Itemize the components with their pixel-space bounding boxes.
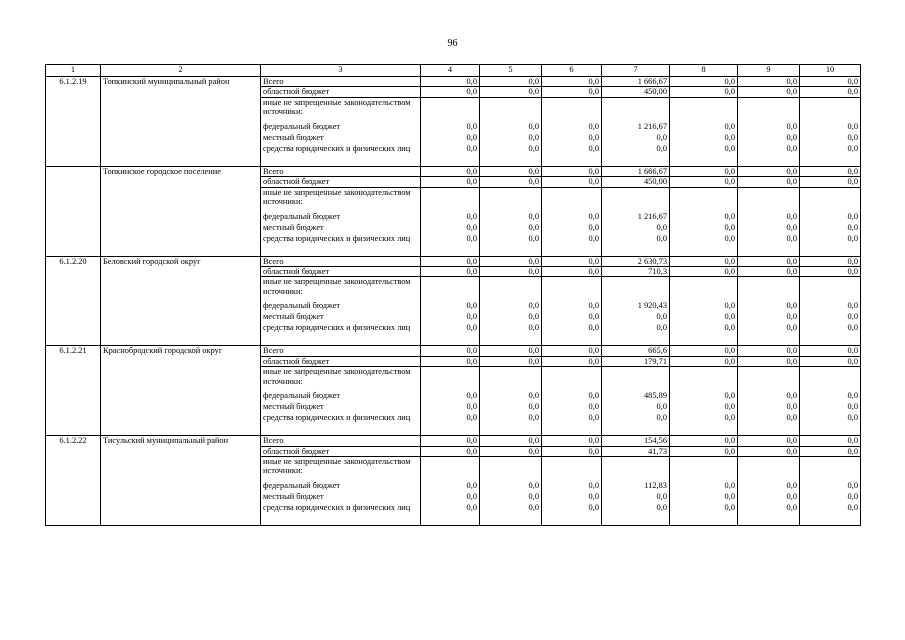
source-total-label: Всего <box>261 256 421 266</box>
value-local: 0,0 <box>528 492 539 502</box>
column-header: 5 <box>480 65 542 77</box>
value-local: 0,0 <box>588 402 599 412</box>
value-cell: 0,0 <box>421 166 480 176</box>
value-block <box>542 457 602 526</box>
value-federal: 0,0 <box>466 391 477 401</box>
value-block <box>480 97 542 166</box>
source-other-header: иные не запрещенные законодательством источники: <box>263 187 411 207</box>
value-block <box>800 457 861 526</box>
value-legal: 0,0 <box>786 503 797 513</box>
value-federal: 0,0 <box>528 301 539 311</box>
value-local: 0,0 <box>588 492 599 502</box>
value-cell: 0,0 <box>670 87 738 97</box>
value-cell: 0,0 <box>542 346 602 356</box>
source-regional-label: областной бюджет <box>261 356 421 366</box>
value-block <box>738 367 800 436</box>
value-legal: 0,0 <box>656 323 667 333</box>
value-local: 0,0 <box>528 312 539 322</box>
value-local: 0,0 <box>724 492 735 502</box>
value-cell: 0,0 <box>670 267 738 277</box>
value-cell: 710,3 <box>602 267 670 277</box>
value-federal: 0,0 <box>588 391 599 401</box>
value-cell: 0,0 <box>670 346 738 356</box>
value-cell: 0,0 <box>542 436 602 446</box>
source-local-label: местный бюджет <box>263 132 324 142</box>
value-local: 0,0 <box>847 132 858 142</box>
value-local: 0,0 <box>786 492 797 502</box>
value-local: 0,0 <box>528 132 539 142</box>
value-legal: 0,0 <box>466 323 477 333</box>
value-cell: 1 666,67 <box>602 77 670 87</box>
value-block <box>670 277 738 346</box>
table-row <box>46 166 861 176</box>
column-header: 10 <box>800 65 861 77</box>
value-legal: 0,0 <box>466 413 477 423</box>
value-legal: 0,0 <box>588 413 599 423</box>
value-cell: 0,0 <box>542 77 602 87</box>
value-local: 0,0 <box>724 132 735 142</box>
source-other-header: иные не запрещенные законодательством источники: <box>263 97 411 117</box>
table-row <box>46 346 861 356</box>
value-cell: 2 630,73 <box>602 256 670 266</box>
value-legal: 0,0 <box>528 233 539 243</box>
entry-name: Топкинское городское поселение <box>101 166 261 256</box>
value-cell: 0,0 <box>800 256 861 266</box>
value-block <box>800 277 861 346</box>
table-row <box>46 436 861 446</box>
source-local-label: местный бюджет <box>263 402 324 412</box>
value-legal: 0,0 <box>847 503 858 513</box>
value-cell: 0,0 <box>670 177 738 187</box>
value-cell: 0,0 <box>542 87 602 97</box>
value-block <box>602 187 670 256</box>
value-federal: 0,0 <box>847 481 858 491</box>
source-total-label: Всего <box>261 77 421 87</box>
column-header: 8 <box>670 65 738 77</box>
value-federal: 0,0 <box>588 211 599 221</box>
value-federal: 0,0 <box>724 211 735 221</box>
source-federal-label: федеральный бюджет <box>263 481 341 491</box>
source-regional-label: областной бюджет <box>261 267 421 277</box>
source-federal-label: федеральный бюджет <box>263 121 341 131</box>
value-local: 0,0 <box>656 132 667 142</box>
source-other-block <box>261 97 421 166</box>
value-federal: 1 216,67 <box>637 211 667 221</box>
value-federal: 0,0 <box>528 391 539 401</box>
source-total-label: Всего <box>261 436 421 446</box>
value-legal: 0,0 <box>528 503 539 513</box>
value-cell: 0,0 <box>738 166 800 176</box>
value-cell: 0,0 <box>738 256 800 266</box>
source-other-header: иные не запрещенные законодательством источники: <box>263 457 411 476</box>
value-cell: 0,0 <box>670 166 738 176</box>
value-local: 0,0 <box>724 222 735 232</box>
value-legal: 0,0 <box>847 233 858 243</box>
value-federal: 0,0 <box>466 481 477 491</box>
source-other-block <box>261 277 421 346</box>
value-cell: 0,0 <box>480 436 542 446</box>
value-cell: 0,0 <box>480 87 542 97</box>
value-cell: 0,0 <box>421 177 480 187</box>
value-federal: 0,0 <box>847 211 858 221</box>
value-cell: 0,0 <box>800 436 861 446</box>
value-cell: 1 666,67 <box>602 166 670 176</box>
value-block <box>542 97 602 166</box>
value-cell: 0,0 <box>738 446 800 456</box>
value-cell: 0,0 <box>480 446 542 456</box>
value-cell: 0,0 <box>670 436 738 446</box>
value-legal: 0,0 <box>786 413 797 423</box>
value-cell: 0,0 <box>421 267 480 277</box>
value-cell: 0,0 <box>800 346 861 356</box>
value-federal: 0,0 <box>466 121 477 131</box>
value-legal: 0,0 <box>656 233 667 243</box>
value-federal: 0,0 <box>588 301 599 311</box>
value-block <box>542 277 602 346</box>
value-block <box>800 97 861 166</box>
source-other-block <box>261 457 421 526</box>
value-local: 0,0 <box>466 402 477 412</box>
value-cell: 0,0 <box>480 177 542 187</box>
source-legal-label: средства юридических и физических лиц <box>263 413 411 423</box>
value-legal: 0,0 <box>656 143 667 153</box>
value-block <box>602 97 670 166</box>
value-federal: 0,0 <box>466 301 477 311</box>
source-total-label: Всего <box>261 346 421 356</box>
source-legal-label: средства юридических и физических лиц <box>263 233 411 243</box>
value-local: 0,0 <box>786 312 797 322</box>
value-local: 0,0 <box>466 492 477 502</box>
value-local: 0,0 <box>656 402 667 412</box>
column-header: 3 <box>261 65 421 77</box>
value-cell: 450,00 <box>602 177 670 187</box>
source-other-header: иные не запрещенные законодательством источники: <box>263 367 411 386</box>
entry-name: Топкинский муниципальный район <box>101 77 261 167</box>
value-cell: 0,0 <box>421 356 480 366</box>
value-legal: 0,0 <box>786 233 797 243</box>
value-federal: 0,0 <box>724 301 735 311</box>
entry-code: 6.1.2.22 <box>46 436 101 526</box>
entry-name: Тисульский муниципальный район <box>101 436 261 526</box>
value-legal: 0,0 <box>724 413 735 423</box>
source-regional-label: областной бюджет <box>261 177 421 187</box>
value-local: 0,0 <box>588 132 599 142</box>
value-federal: 0,0 <box>724 481 735 491</box>
value-cell: 41,73 <box>602 446 670 456</box>
value-local: 0,0 <box>656 222 667 232</box>
entry-code <box>46 166 101 256</box>
value-cell: 0,0 <box>421 346 480 356</box>
value-local: 0,0 <box>466 222 477 232</box>
entry-name: Беловский городской округ <box>101 256 261 346</box>
value-block <box>738 277 800 346</box>
value-block <box>670 187 738 256</box>
value-block <box>738 97 800 166</box>
column-header: 7 <box>602 65 670 77</box>
value-legal: 0,0 <box>847 413 858 423</box>
value-federal: 0,0 <box>588 121 599 131</box>
value-legal: 0,0 <box>847 143 858 153</box>
value-cell: 0,0 <box>421 87 480 97</box>
value-block <box>480 187 542 256</box>
value-federal: 0,0 <box>847 391 858 401</box>
value-cell: 0,0 <box>480 356 542 366</box>
value-legal: 0,0 <box>656 503 667 513</box>
value-cell: 0,0 <box>480 166 542 176</box>
source-local-label: местный бюджет <box>263 222 324 232</box>
value-cell: 0,0 <box>738 267 800 277</box>
value-federal: 0,0 <box>528 121 539 131</box>
value-legal: 0,0 <box>786 143 797 153</box>
value-federal: 0,0 <box>724 391 735 401</box>
value-local: 0,0 <box>528 402 539 412</box>
value-block <box>670 367 738 436</box>
value-cell: 0,0 <box>800 166 861 176</box>
value-legal: 0,0 <box>588 323 599 333</box>
source-total-label: Всего <box>261 166 421 176</box>
value-local: 0,0 <box>786 402 797 412</box>
value-cell: 0,0 <box>738 177 800 187</box>
value-legal: 0,0 <box>656 413 667 423</box>
value-block <box>480 457 542 526</box>
source-local-label: местный бюджет <box>263 312 324 322</box>
value-cell: 0,0 <box>421 256 480 266</box>
value-cell: 0,0 <box>738 87 800 97</box>
value-block <box>602 277 670 346</box>
value-block <box>421 187 480 256</box>
value-cell: 0,0 <box>542 166 602 176</box>
value-federal: 1 216,67 <box>637 121 667 131</box>
value-legal: 0,0 <box>528 143 539 153</box>
value-cell: 0,0 <box>480 77 542 87</box>
value-cell: 0,0 <box>480 346 542 356</box>
source-other-header: иные не запрещенные законодательством источники: <box>263 277 411 296</box>
value-cell: 0,0 <box>800 87 861 97</box>
value-federal: 0,0 <box>466 211 477 221</box>
value-cell: 0,0 <box>670 256 738 266</box>
value-cell: 0,0 <box>800 356 861 366</box>
value-block <box>421 367 480 436</box>
value-federal: 0,0 <box>786 391 797 401</box>
entry-name: Краснобродский городской округ <box>101 346 261 436</box>
table-row <box>46 256 861 266</box>
value-block <box>421 97 480 166</box>
value-cell: 0,0 <box>670 446 738 456</box>
value-block <box>800 367 861 436</box>
budget-table <box>45 64 861 526</box>
entry-code: 6.1.2.19 <box>46 77 101 167</box>
source-federal-label: федеральный бюджет <box>263 391 341 401</box>
source-other-block <box>261 367 421 436</box>
value-federal: 485,89 <box>643 391 667 401</box>
value-legal: 0,0 <box>588 143 599 153</box>
value-cell: 0,0 <box>800 77 861 87</box>
value-cell: 0,0 <box>542 256 602 266</box>
value-local: 0,0 <box>847 492 858 502</box>
value-cell: 0,0 <box>800 177 861 187</box>
value-cell: 0,0 <box>670 356 738 366</box>
value-cell: 0,0 <box>480 256 542 266</box>
value-legal: 0,0 <box>528 323 539 333</box>
value-block <box>542 187 602 256</box>
column-header: 2 <box>101 65 261 77</box>
value-cell: 0,0 <box>542 356 602 366</box>
value-local: 0,0 <box>656 492 667 502</box>
value-local: 0,0 <box>528 222 539 232</box>
value-block <box>670 457 738 526</box>
value-legal: 0,0 <box>466 143 477 153</box>
value-cell: 0,0 <box>480 267 542 277</box>
source-federal-label: федеральный бюджет <box>263 301 341 311</box>
table-row <box>46 77 861 87</box>
page-number: 96 <box>447 38 458 49</box>
value-block <box>421 457 480 526</box>
value-federal: 0,0 <box>588 481 599 491</box>
value-legal: 0,0 <box>724 323 735 333</box>
value-cell: 0,0 <box>542 267 602 277</box>
value-local: 0,0 <box>656 312 667 322</box>
value-cell: 0,0 <box>421 446 480 456</box>
source-other-block <box>261 187 421 256</box>
value-legal: 0,0 <box>847 323 858 333</box>
value-federal: 0,0 <box>786 481 797 491</box>
value-legal: 0,0 <box>528 413 539 423</box>
value-local: 0,0 <box>588 312 599 322</box>
value-federal: 1 920,43 <box>637 301 667 311</box>
value-block <box>738 457 800 526</box>
source-local-label: местный бюджет <box>263 492 324 502</box>
value-federal: 0,0 <box>786 211 797 221</box>
value-cell: 665,6 <box>602 346 670 356</box>
value-legal: 0,0 <box>724 503 735 513</box>
value-local: 0,0 <box>588 222 599 232</box>
value-block <box>421 277 480 346</box>
value-legal: 0,0 <box>724 233 735 243</box>
value-cell: 179,71 <box>602 356 670 366</box>
value-block <box>738 187 800 256</box>
value-local: 0,0 <box>786 222 797 232</box>
value-cell: 0,0 <box>800 446 861 456</box>
source-legal-label: средства юридических и физических лиц <box>263 323 411 333</box>
value-federal: 0,0 <box>786 121 797 131</box>
value-federal: 0,0 <box>847 121 858 131</box>
value-federal: 0,0 <box>724 121 735 131</box>
value-local: 0,0 <box>786 132 797 142</box>
value-local: 0,0 <box>466 132 477 142</box>
value-legal: 0,0 <box>724 143 735 153</box>
source-federal-label: федеральный бюджет <box>263 211 341 221</box>
value-local: 0,0 <box>724 312 735 322</box>
value-cell: 154,56 <box>602 436 670 446</box>
value-legal: 0,0 <box>588 233 599 243</box>
value-block <box>800 187 861 256</box>
value-local: 0,0 <box>724 402 735 412</box>
value-local: 0,0 <box>847 222 858 232</box>
value-cell: 0,0 <box>542 177 602 187</box>
value-legal: 0,0 <box>466 233 477 243</box>
value-local: 0,0 <box>847 312 858 322</box>
value-block <box>480 367 542 436</box>
value-legal: 0,0 <box>588 503 599 513</box>
value-cell: 0,0 <box>542 446 602 456</box>
value-cell: 0,0 <box>421 77 480 87</box>
value-cell: 0,0 <box>800 267 861 277</box>
value-block <box>602 457 670 526</box>
value-cell: 450,00 <box>602 87 670 97</box>
value-cell: 0,0 <box>738 356 800 366</box>
value-federal: 0,0 <box>847 301 858 311</box>
value-cell: 0,0 <box>738 436 800 446</box>
value-federal: 112,83 <box>644 481 667 491</box>
column-header: 9 <box>738 65 800 77</box>
value-cell: 0,0 <box>670 77 738 87</box>
value-block <box>670 97 738 166</box>
value-local: 0,0 <box>847 402 858 412</box>
entry-code: 6.1.2.21 <box>46 346 101 436</box>
value-block <box>542 367 602 436</box>
value-local: 0,0 <box>466 312 477 322</box>
entry-code: 6.1.2.20 <box>46 256 101 346</box>
header-row <box>46 65 861 77</box>
source-regional-label: областной бюджет <box>261 446 421 456</box>
value-federal: 0,0 <box>528 211 539 221</box>
value-legal: 0,0 <box>786 323 797 333</box>
source-legal-label: средства юридических и физических лиц <box>263 143 411 153</box>
value-legal: 0,0 <box>466 503 477 513</box>
value-block <box>480 277 542 346</box>
value-cell: 0,0 <box>738 77 800 87</box>
column-header: 6 <box>542 65 602 77</box>
column-header: 1 <box>46 65 101 77</box>
value-block <box>602 367 670 436</box>
value-cell: 0,0 <box>421 436 480 446</box>
column-header: 4 <box>421 65 480 77</box>
value-federal: 0,0 <box>528 481 539 491</box>
source-legal-label: средства юридических и физических лиц <box>263 503 411 513</box>
value-cell: 0,0 <box>738 346 800 356</box>
value-federal: 0,0 <box>786 301 797 311</box>
source-regional-label: областной бюджет <box>261 87 421 97</box>
